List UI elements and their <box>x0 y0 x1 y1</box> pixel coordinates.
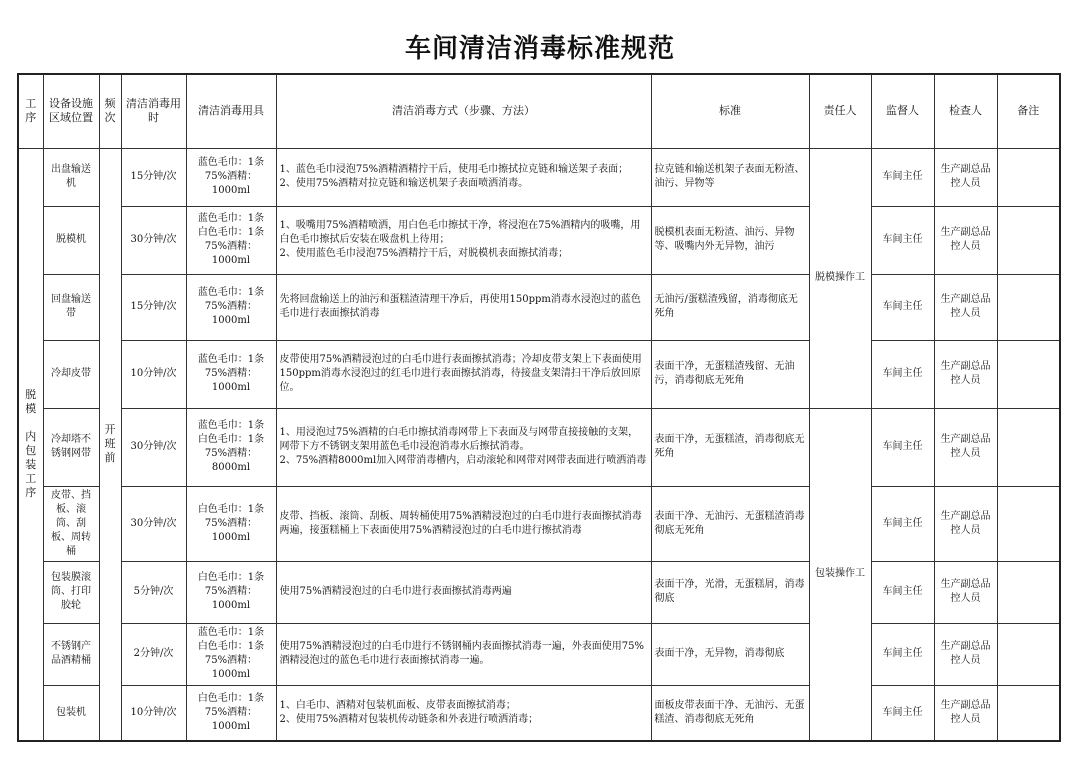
tool-item: 蓝色毛巾：1条 <box>197 627 265 638</box>
equipment-cell: 脱模机 <box>43 206 99 274</box>
tool-item: 白色毛巾：1条 <box>197 641 265 652</box>
duration-cell: 10分钟/次 <box>121 685 186 741</box>
inspector-cell: 生产副总品控人员 <box>934 206 997 274</box>
inspector-cell: 生产副总品控人员 <box>934 408 997 486</box>
duration-cell: 30分钟/次 <box>121 206 186 274</box>
equipment-cell: 回盘输送带 <box>43 274 99 340</box>
duration-cell: 30分钟/次 <box>121 486 186 561</box>
tool-item: 白色毛巾：1条 <box>197 572 265 583</box>
standard-cell: 表面干净，无蛋糕渣残留、无油污，消毒彻底无死角 <box>651 340 809 408</box>
tool-item: 白色毛巾：1条 <box>197 692 265 704</box>
tools-cell <box>186 561 276 623</box>
standard-cell: 表面干净，无蛋糕渣，消毒彻底无死角 <box>651 408 809 486</box>
tools-cell <box>186 340 276 408</box>
tools-cell <box>186 685 276 741</box>
standard-cell: 无油污/蛋糕渣残留，消毒彻底无死角 <box>651 274 809 340</box>
table-row <box>18 206 1060 274</box>
inspector-cell: 生产副总品控人员 <box>934 685 997 741</box>
remarks-cell <box>997 148 1060 206</box>
standard-cell: 表面干净，无异物，消毒彻底 <box>651 623 809 685</box>
tool-item: 蓝色毛巾：1条 <box>197 213 265 224</box>
tool-item: 75%酒精：1000ml <box>204 368 258 393</box>
header-duration: 清洁消毒用时 <box>121 74 186 148</box>
duration-cell: 2分钟/次 <box>121 623 186 685</box>
tool-item: 75%酒精：1000ml <box>204 706 258 732</box>
supervisor-cell: 车间主任 <box>871 561 934 623</box>
remarks-cell <box>997 274 1060 340</box>
table-row <box>18 685 1060 741</box>
remarks-cell <box>997 340 1060 408</box>
header-standard: 标准 <box>651 74 809 148</box>
duration-cell: 5分钟/次 <box>121 561 186 623</box>
equipment-cell: 冷却皮带 <box>43 340 99 408</box>
method-cell: 先将回盘输送上的油污和蛋糕渣清理干净后，再使用150ppm消毒水浸泡过的蓝色毛巾进行表面擦拭消毒 <box>276 274 651 340</box>
header-row <box>18 74 1060 148</box>
remarks-cell <box>997 685 1060 741</box>
supervisor-cell: 车间主任 <box>871 340 934 408</box>
header-process: 工序 <box>18 74 43 148</box>
tools-cell <box>186 148 276 206</box>
tool-item: 蓝色毛巾：1条 <box>197 420 265 431</box>
equipment-cell: 冷却塔不锈钢网带 <box>43 408 99 486</box>
process-cell: 脱模 内包装工序 <box>18 148 43 741</box>
method-cell: 1、蓝色毛巾浸泡75%酒精酒精拧干后，使用毛巾擦拭拉克链和输送架子表面； 2、使用75%酒精对拉克链和输送机架子表面喷洒消毒。 <box>276 148 651 206</box>
tool-item: 蓝色毛巾：1条 <box>197 287 265 298</box>
inspector-cell: 生产副总品控人员 <box>934 561 997 623</box>
method-cell: 皮带、挡板、滚筒、刮板、周转桶使用75%酒精浸泡过的白毛巾进行表面擦拭消毒两遍，接蛋糕桶上下表面使用75%酒精浸泡过的白毛巾进行擦拭消毒 <box>276 486 651 561</box>
remarks-cell <box>997 623 1060 685</box>
supervisor-cell: 车间主任 <box>871 486 934 561</box>
method-cell: 1、白毛巾、酒精对包装机面板、皮带表面擦拭消毒； 2、使用75%酒精对包装机传动链条和外表进行喷洒消毒； <box>276 685 651 741</box>
tool-item: 蓝色毛巾：1条 <box>197 354 265 365</box>
method-cell: 1、吸嘴用75%酒精喷洒，用白色毛巾擦拭干净，将浸泡在75%酒精内的吸嘴，用白色毛巾擦拭后安装在吸盘机上待用； 2、使用蓝色毛巾浸泡75%酒精拧干后，对脱模机表面擦拭消毒； <box>276 206 651 274</box>
remarks-cell <box>997 561 1060 623</box>
standard-cell: 脱模机表面无粉渣、油污、异物等、吸嘴内外无异物，油污 <box>651 206 809 274</box>
header-inspector: 检查人 <box>934 74 997 148</box>
supervisor-cell: 车间主任 <box>871 685 934 741</box>
tool-item: 白色毛巾：1条 <box>197 503 265 515</box>
table-row <box>18 148 1060 206</box>
method-cell: 1、用浸泡过75%酒精的白毛巾擦拭消毒网带上下表面及与网带直接接触的支架，网带下方不锈钢支架用蓝色毛巾浸泡消毒水后擦拭消毒。 2、75%酒精8000ml加入网带消毒槽内，启动滚轮和网带对网带表面进行喷洒消毒 <box>276 408 651 486</box>
inspector-cell: 生产副总品控人员 <box>934 148 997 206</box>
duration-cell: 10分钟/次 <box>121 340 186 408</box>
remarks-cell <box>997 486 1060 561</box>
standard-cell: 拉克链和输送机架子表面无粉渣、油污、异物等 <box>651 148 809 206</box>
tools-cell <box>186 206 276 274</box>
table-body <box>18 74 1060 741</box>
header-method: 清洁消毒方式（步骤、方法） <box>276 74 651 148</box>
remarks-cell <box>997 206 1060 274</box>
equipment-cell: 包装膜滚筒、打印胶轮 <box>43 561 99 623</box>
table-row <box>18 408 1060 486</box>
tool-item: 75%酒精：1000ml <box>204 171 258 196</box>
supervisor-cell: 车间主任 <box>871 206 934 274</box>
tool-item: 白色毛巾：1条 <box>197 434 265 445</box>
page-title: 车间清洁消毒标准规范 <box>404 34 675 64</box>
tool-item: 75%酒精：1000ml <box>204 241 258 266</box>
tool-item: 蓝色毛巾：1条 <box>197 157 265 168</box>
tools-cell <box>186 486 276 561</box>
method-cell: 使用75%酒精浸泡过的白毛巾进行不锈钢桶内表面擦拭消毒一遍，外表面使用75%酒精浸泡过的蓝色毛巾进行表面擦拭消毒一遍。 <box>276 623 651 685</box>
cleaning-standard-table <box>17 73 1061 742</box>
header-equipment: 设备设施区域位置 <box>43 74 99 148</box>
header-responsible: 责任人 <box>809 74 871 148</box>
tools-cell <box>186 623 276 685</box>
tools-cell <box>186 274 276 340</box>
standard-cell: 面板皮带表面干净、无油污、无蛋糕渣、消毒彻底无死角 <box>651 685 809 741</box>
tool-item: 75%酒精：1000ml <box>204 517 258 543</box>
responsible-cell-packing: 包装操作工 <box>809 408 871 741</box>
standard-cell: 表面干净、无油污、无蛋糕渣消毒彻底无死角 <box>651 486 809 561</box>
header-frequency: 频次 <box>99 74 121 148</box>
table-row <box>18 486 1060 561</box>
inspector-cell: 生产副总品控人员 <box>934 486 997 561</box>
method-cell: 使用75%酒精浸泡过的白毛巾进行表面擦拭消毒两遍 <box>276 561 651 623</box>
tool-item: 75%酒精：1000ml <box>204 301 258 326</box>
equipment-cell: 皮带、挡板、滚筒、刮板、周转桶 <box>43 486 99 561</box>
equipment-cell: 出盘输送机 <box>43 148 99 206</box>
header-remarks: 备注 <box>997 74 1060 148</box>
supervisor-cell: 车间主任 <box>871 148 934 206</box>
duration-cell: 30分钟/次 <box>121 408 186 486</box>
table-row <box>18 623 1060 685</box>
tools-cell <box>186 408 276 486</box>
tool-item: 白色毛巾：1条 <box>197 227 265 238</box>
remarks-cell <box>997 408 1060 486</box>
standard-cell: 表面干净，光滑，无蛋糕屑，消毒彻底 <box>651 561 809 623</box>
inspector-cell: 生产副总品控人员 <box>934 274 997 340</box>
table-row <box>18 274 1060 340</box>
duration-cell: 15分钟/次 <box>121 274 186 340</box>
supervisor-cell: 车间主任 <box>871 408 934 486</box>
equipment-cell: 不锈钢产品酒精桶 <box>43 623 99 685</box>
method-cell: 皮带使用75%酒精浸泡过的白毛巾进行表面擦拭消毒；冷却皮带支架上下表面使用150ppm消毒水浸泡过的红毛巾进行表面擦拭消毒，待接盘支架清扫干净后放回原位。 <box>276 340 651 408</box>
equipment-cell: 包装机 <box>43 685 99 741</box>
frequency-cell: 开班前 <box>99 148 121 741</box>
supervisor-cell: 车间主任 <box>871 623 934 685</box>
header-supervisor: 监督人 <box>871 74 934 148</box>
responsible-cell-demold: 脱模操作工 <box>809 148 871 408</box>
table-row <box>18 340 1060 408</box>
tool-item: 75%酒精：1000ml <box>204 586 258 611</box>
tool-item: 75%酒精：8000ml <box>204 448 258 473</box>
inspector-cell: 生产副总品控人员 <box>934 340 997 408</box>
tool-item: 75%酒精：1000ml <box>204 655 258 680</box>
supervisor-cell: 车间主任 <box>871 274 934 340</box>
duration-cell: 15分钟/次 <box>121 148 186 206</box>
inspector-cell: 生产副总品控人员 <box>934 623 997 685</box>
table-row <box>18 561 1060 623</box>
header-tools: 清洁消毒用具 <box>186 74 276 148</box>
